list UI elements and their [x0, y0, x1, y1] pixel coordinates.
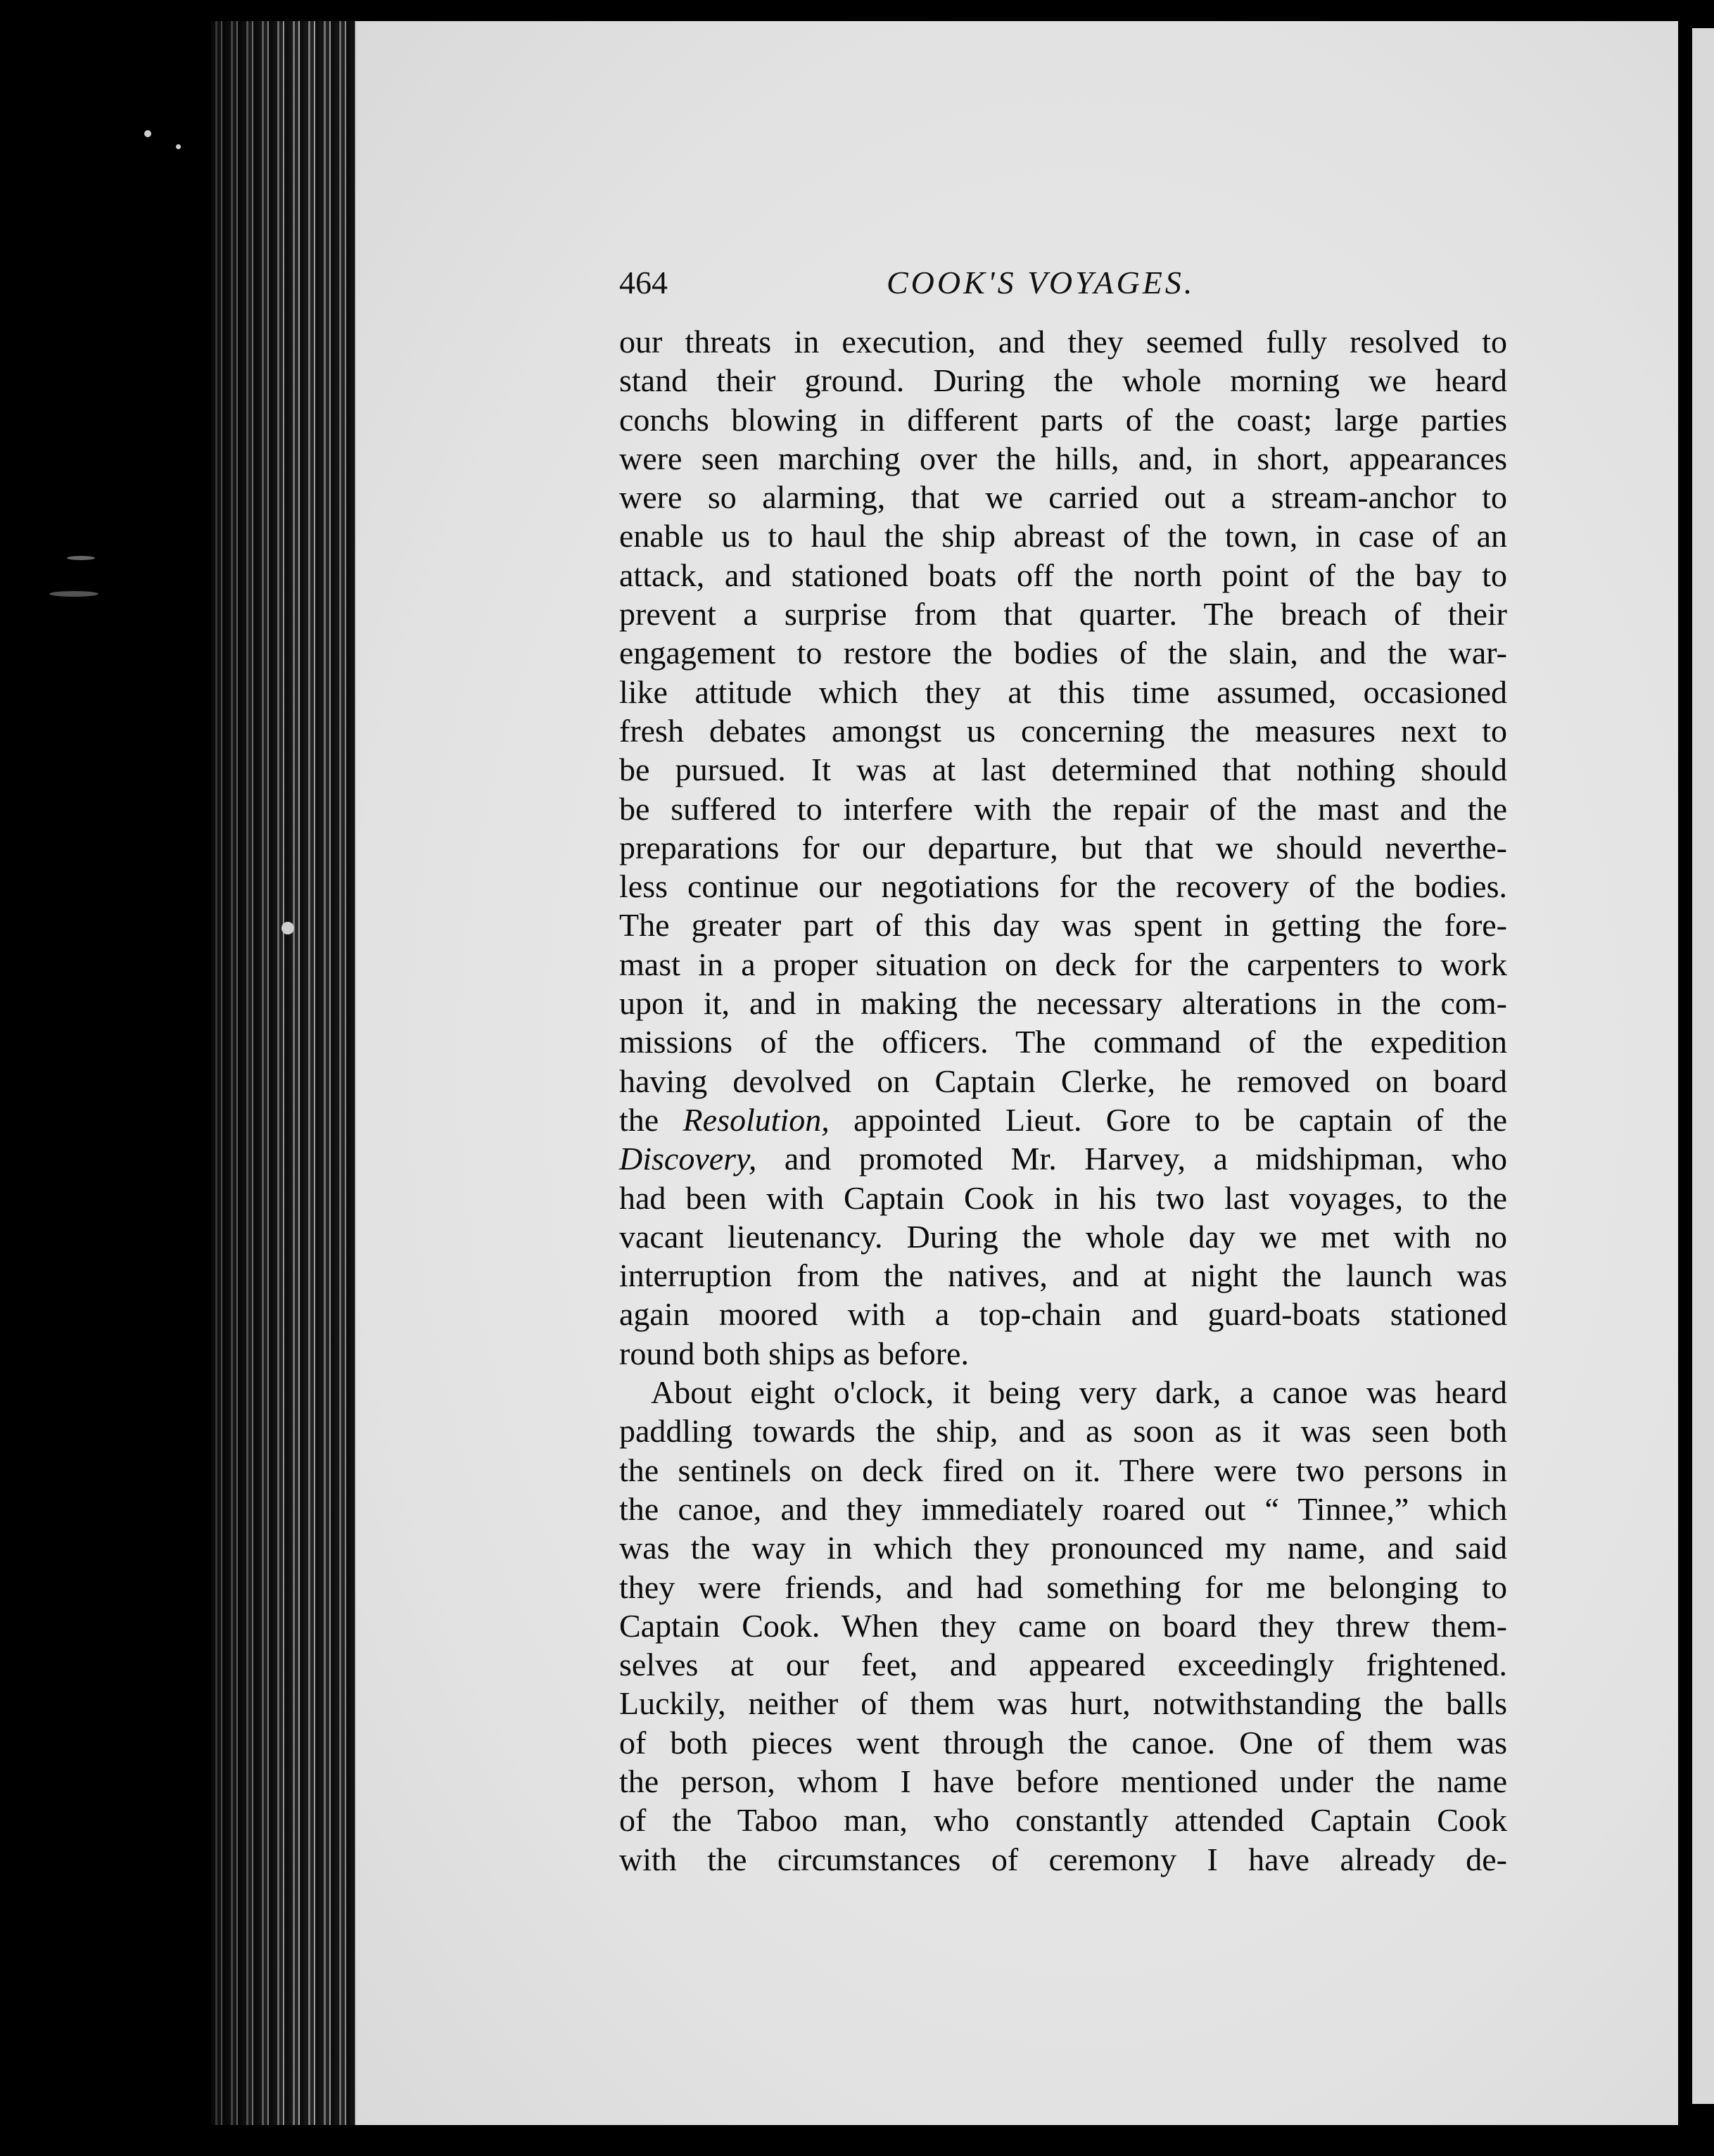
text-line: conchs blowing in different parts of the coast; large parties [619, 401, 1507, 438]
text-line: the sentinels on deck fired on it. There were two persons in [619, 1452, 1507, 1488]
dust-speck [49, 591, 99, 597]
text-line: be pursued. It was at last determined that nothing should [619, 752, 1507, 788]
text-line: vacant lieutenancy. During the whole day we met with no [619, 1218, 1507, 1255]
running-head [619, 262, 1252, 311]
text-line-part: appointed Lieut. Gore to be captain of the [829, 1101, 1507, 1138]
text-line: enable us to haul the ship abreast of the town, in case of an [619, 518, 1507, 554]
text-line: prevent a surprise from that quarter. The breach of their [619, 596, 1507, 633]
text-line: paddling towards the ship, and as soon as it was seen both [619, 1413, 1507, 1450]
text-line: our threats in execution, and they seemed fully resolved to [619, 324, 1507, 360]
text-line: upon it, and in making the necessary alterations in the com- [619, 985, 1507, 1022]
text-line: the person, whom I have before mentioned under the name [619, 1763, 1507, 1799]
text-line [619, 1139, 1507, 1178]
body-text [619, 322, 1507, 1879]
text-line: be suffered to interfere with the repair of the mast and the [619, 790, 1507, 827]
dust-speck [67, 556, 95, 560]
running-title: COOK'S VOYAGES. [887, 265, 1195, 300]
dust-speck [281, 922, 294, 934]
text-line: missions of the officers. The command of the expedition [619, 1024, 1507, 1060]
text-line: again moored with a top-chain and guard-boats stationed [619, 1296, 1507, 1333]
text-line: was the way in which they pronounced my name, and said [619, 1530, 1507, 1566]
text-line: of the Taboo man, who constantly attended Captain Cook [619, 1802, 1507, 1839]
text-line: were seen marching over the hills, and, in short, appearances [619, 440, 1507, 476]
text-line [619, 1101, 1507, 1139]
text-line: selves at our feet, and appeared exceedingly frightened. [619, 1647, 1507, 1683]
text-line: like attitude which they at this time assumed, occasioned [619, 673, 1507, 710]
ship-name: Resolution, [683, 1101, 830, 1138]
text-line: having devolved on Captain Clerke, he removed on board [619, 1063, 1507, 1099]
text-line: attack, and stationed boats off the north point of the bay to [619, 557, 1507, 593]
text-line: stand their ground. During the whole morning we heard [619, 362, 1507, 399]
dust-speck [144, 130, 151, 137]
text-line: less continue our negotiations for the recovery of the bodies. [619, 868, 1507, 905]
text-line: Captain Cook. When they came on board they threw them- [619, 1607, 1507, 1644]
text-line: with the circumstances of ceremony I have already de- [619, 1841, 1507, 1877]
dust-speck [176, 144, 181, 149]
text-line: fresh debates amongst us concerning the measures next to [619, 712, 1507, 749]
text-line-part: and promoted Mr. Harvey, a midshipman, who [756, 1141, 1507, 1177]
text-line: preparations for our departure, but that we should neverthe- [619, 829, 1507, 865]
text-line: of both pieces went through the canoe. One of them was [619, 1724, 1507, 1761]
text-line: the canoe, and they immediately roared out “ Tinnee,” which [619, 1490, 1507, 1527]
text-line: were so alarming, that we carried out a stream-anchor to [619, 479, 1507, 516]
page-edges-shadow [211, 21, 359, 2125]
text-line: had been with Captain Cook in his two last voyages, to the [619, 1179, 1507, 1216]
text-line: mast in a proper situation on deck for the carpenters to work [619, 946, 1507, 982]
text-line: they were friends, and had something for me belonging to [619, 1568, 1507, 1605]
text-line-part: the [619, 1101, 683, 1138]
text-line: round both ships as before. [619, 1335, 969, 1371]
text-line: The greater part of this day was spent in getting the fore- [619, 907, 1507, 944]
page-number: 464 [619, 265, 668, 300]
text-line: About eight o'clock, it being very dark, a canoe was heard [651, 1374, 1507, 1411]
text-line: interruption from the natives, and at night the launch was [619, 1257, 1507, 1294]
facing-page-edge [1692, 28, 1714, 2104]
text-line: engagement to restore the bodies of the slain, and the war- [619, 635, 1507, 671]
ship-name: Discovery, [619, 1141, 757, 1177]
right-gutter [1678, 21, 1692, 2125]
text-line: Luckily, neither of them was hurt, notwithstanding the balls [619, 1685, 1507, 1722]
